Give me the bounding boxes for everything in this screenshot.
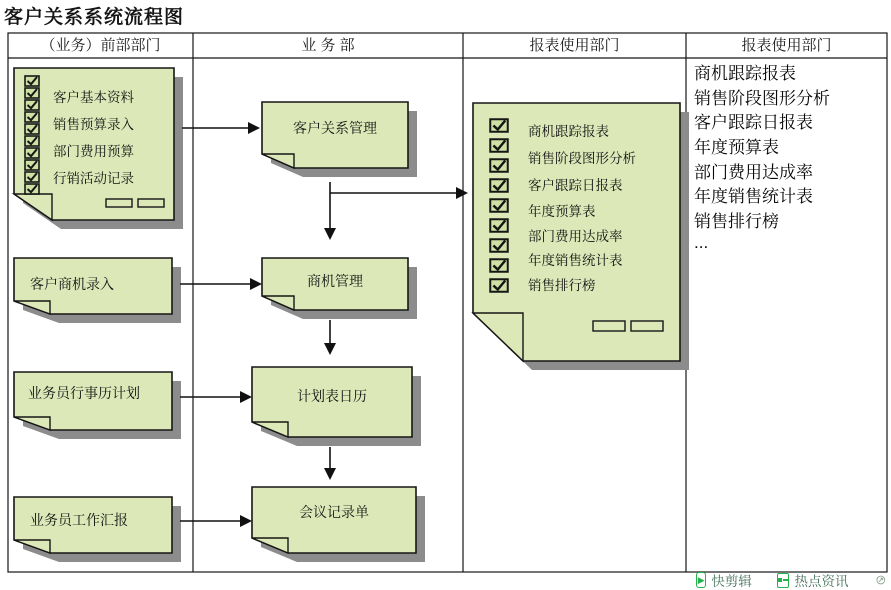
node-schedule-calendar-label: 计划表日历 <box>297 388 367 404</box>
report-list-item: 销售排行榜 <box>694 212 779 231</box>
column-header-report-dept-2: 报表使用部门 <box>741 37 832 54</box>
report-list-item: 商机跟踪报表 <box>694 64 796 83</box>
quick-clip-icon[interactable]: ▶ <box>696 572 706 588</box>
flow-arrows <box>180 122 468 527</box>
report-list-item: 年度预算表 <box>694 138 779 157</box>
report-list-item: 客户跟踪日报表 <box>694 113 813 132</box>
note-opportunity-entry-label: 客户商机录入 <box>30 276 114 292</box>
report-list-item: 部门费用达成率 <box>694 163 813 182</box>
report-item-customer-daily: 客户跟踪日报表 <box>528 178 623 193</box>
hot-news-button[interactable]: 热点资讯 <box>794 574 849 589</box>
report-item-annual-budget: 年度预算表 <box>528 204 596 219</box>
column-header-front-dept: （业务）前部部门 <box>40 37 161 54</box>
node-crm-label: 客户关系管理 <box>293 120 377 136</box>
note-item-dept-expense-budget: 部门费用预算 <box>53 144 134 159</box>
note-calendar-plan-label: 业务员行事历计划 <box>28 385 140 401</box>
hot-news-icon[interactable] <box>777 573 789 588</box>
report-list-item: 销售阶段图形分析 <box>694 89 830 108</box>
report-item-annual-sales-stats: 年度销售统计表 <box>528 253 623 268</box>
note-work-report-label: 业务员工作汇报 <box>30 512 128 528</box>
checkbox-column-icon <box>490 119 508 292</box>
column-header-business-dept: 业 务 部 <box>301 37 355 54</box>
quick-clip-button[interactable]: 快剪辑 <box>711 574 752 589</box>
node-crm-shape <box>262 102 417 177</box>
report-item-sales-stage-chart: 销售阶段图形分析 <box>528 151 636 166</box>
report-list-item: 年度销售统计表 <box>694 187 813 206</box>
pointer-circle-icon[interactable] <box>876 572 886 588</box>
page-title: 客户关系系统流程图 <box>4 7 185 28</box>
report-item-expense-rate: 部门费用达成率 <box>528 229 623 244</box>
node-meeting-record-shape <box>252 487 425 562</box>
note-item-sales-budget-entry: 销售预算录入 <box>53 117 134 132</box>
overlay-toolbar <box>696 571 886 589</box>
note-item-customer-basic-info: 客户基本资料 <box>53 90 134 105</box>
report-list-item: ... <box>694 233 709 252</box>
report-item-opportunity-tracking: 商机跟踪报表 <box>528 124 609 139</box>
note-item-marketing-activity: 行销活动记录 <box>53 171 134 186</box>
node-schedule-calendar-shape <box>252 367 421 446</box>
report-item-sales-ranking: 销售排行榜 <box>528 278 596 293</box>
node-opportunity-mgmt-label: 商机管理 <box>307 273 363 289</box>
column-header-report-dept-1: 报表使用部门 <box>529 37 620 54</box>
node-meeting-record-label: 会议记录单 <box>299 504 369 520</box>
